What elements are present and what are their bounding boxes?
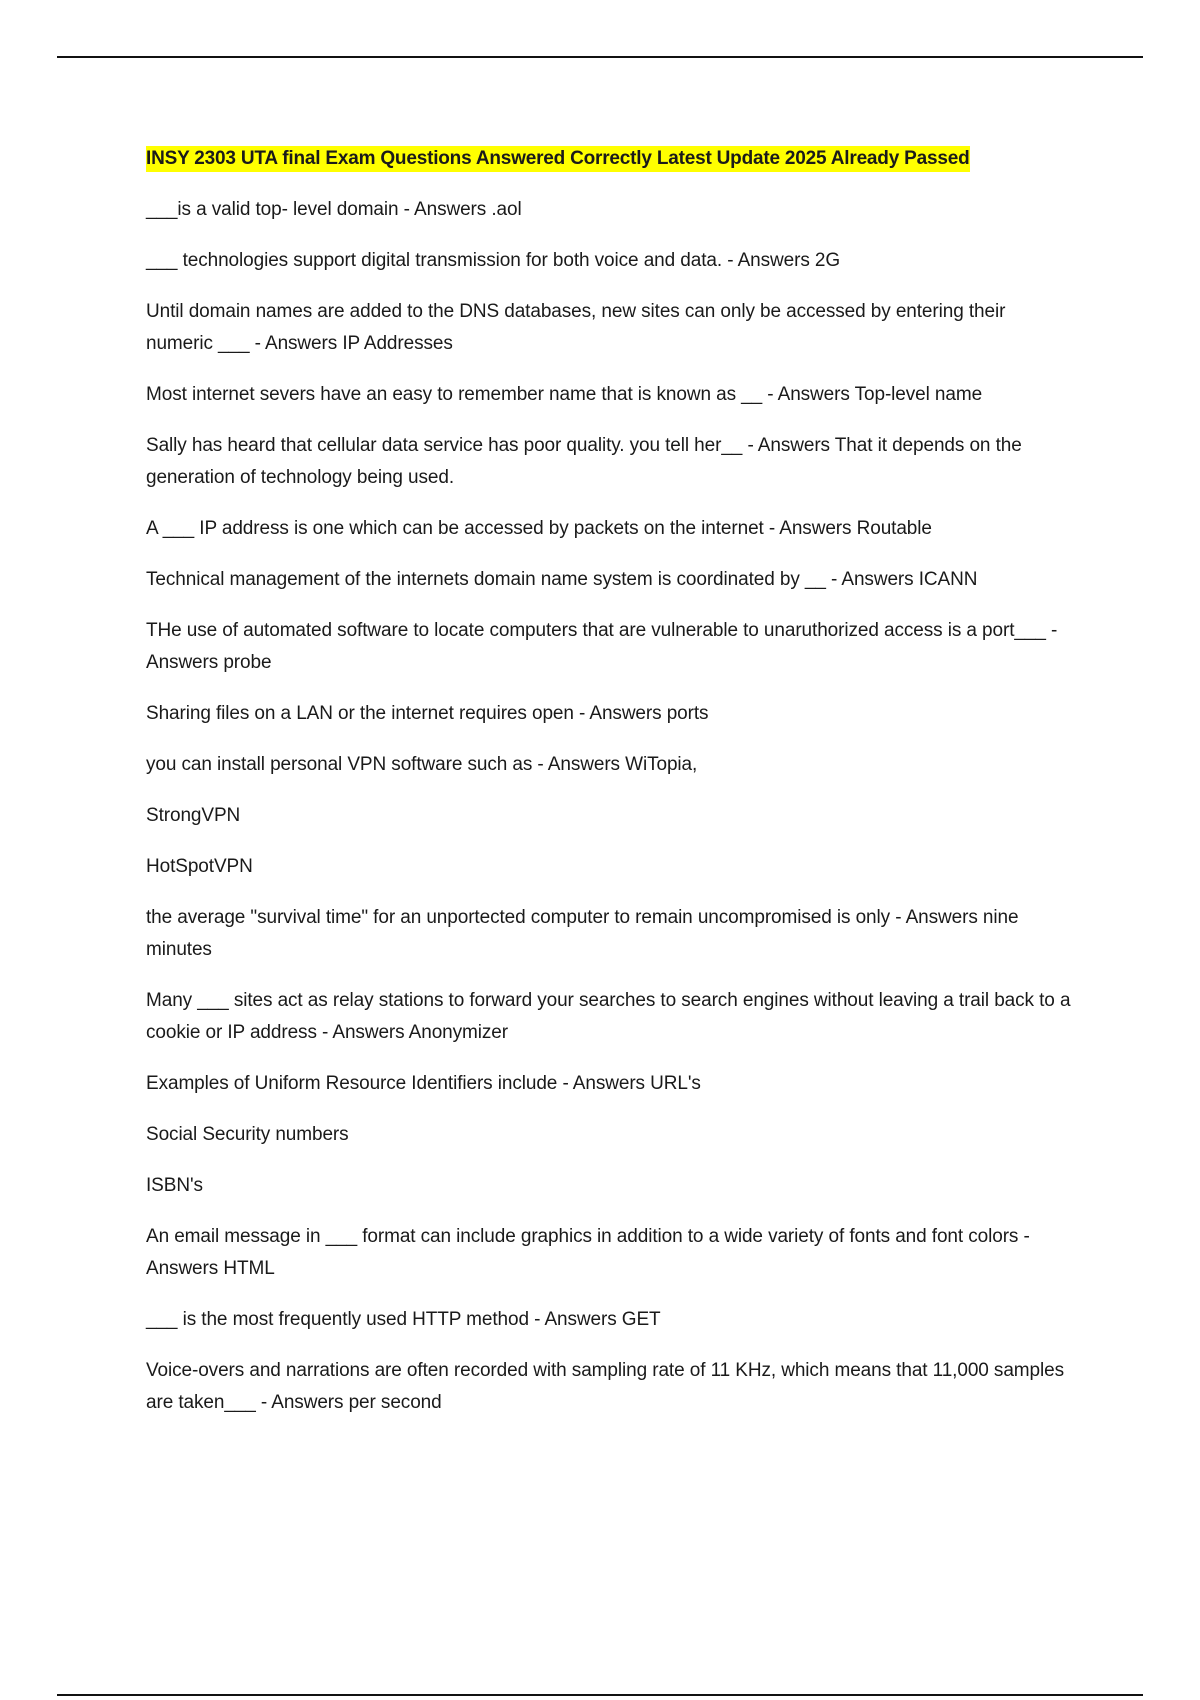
qa-entry: ___ is the most frequently used HTTP method - Answers GET: [146, 1309, 661, 1330]
qa-entry: ___is a valid top- level domain - Answers .aol: [146, 199, 522, 220]
header-rule: [57, 56, 1143, 58]
qa-list: [146, 194, 1076, 1419]
qa-entry: THe use of automated software to locate computers that are vulnerable to unaruthorized access is a port___ - Answers probe: [146, 620, 1058, 673]
qa-entry: Examples of Uniform Resource Identifiers include - Answers URL's: [146, 1073, 701, 1094]
qa-entry: Most internet severs have an easy to remember name that is known as __ - Answers Top-level name: [146, 384, 983, 405]
qa-entry: you can install personal VPN software such as - Answers WiTopia,: [146, 754, 698, 775]
footer-rule: [57, 1694, 1143, 1696]
qa-entry: Many ___ sites act as relay stations to forward your searches to search engines without leaving a trail back to a cookie or IP address - Answers Anonymizer: [146, 990, 1071, 1043]
qa-entry: HotSpotVPN: [146, 856, 253, 877]
qa-entry: ___ technologies support digital transmission for both voice and data. - Answers 2G: [146, 250, 841, 271]
qa-entry: StrongVPN: [146, 805, 241, 826]
qa-entry: Until domain names are added to the DNS databases, new sites can only be accessed by entering their numeric ___ - Answers IP Addresses: [146, 301, 1006, 354]
qa-entry: Technical management of the internets domain name system is coordinated by __ - Answers ICANN: [146, 569, 978, 590]
qa-entry: Sally has heard that cellular data service has poor quality. you tell her__ - Answers That it depends on the generation of technology being used.: [146, 435, 1022, 488]
document-body: [146, 146, 1076, 1438]
qa-entry: ISBN's: [146, 1175, 203, 1196]
qa-entry: A ___ IP address is one which can be accessed by packets on the internet - Answers Routable: [146, 518, 932, 539]
qa-entry: An email message in ___ format can include graphics in addition to a wide variety of fonts and font colors - Answers HTML: [146, 1226, 1030, 1279]
qa-entry: the average "survival time" for an unportected computer to remain uncompromised is only - Answers nine minutes: [146, 907, 1019, 960]
qa-entry: Sharing files on a LAN or the internet requires open - Answers ports: [146, 703, 709, 724]
document-title: INSY 2303 UTA final Exam Questions Answered Correctly Latest Update 2025 Already Passed: [146, 146, 970, 172]
qa-entry: Social Security numbers: [146, 1124, 349, 1145]
qa-entry: Voice-overs and narrations are often recorded with sampling rate of 11 KHz, which means that 11,000 samples are taken___ - Answers per second: [146, 1360, 1064, 1413]
